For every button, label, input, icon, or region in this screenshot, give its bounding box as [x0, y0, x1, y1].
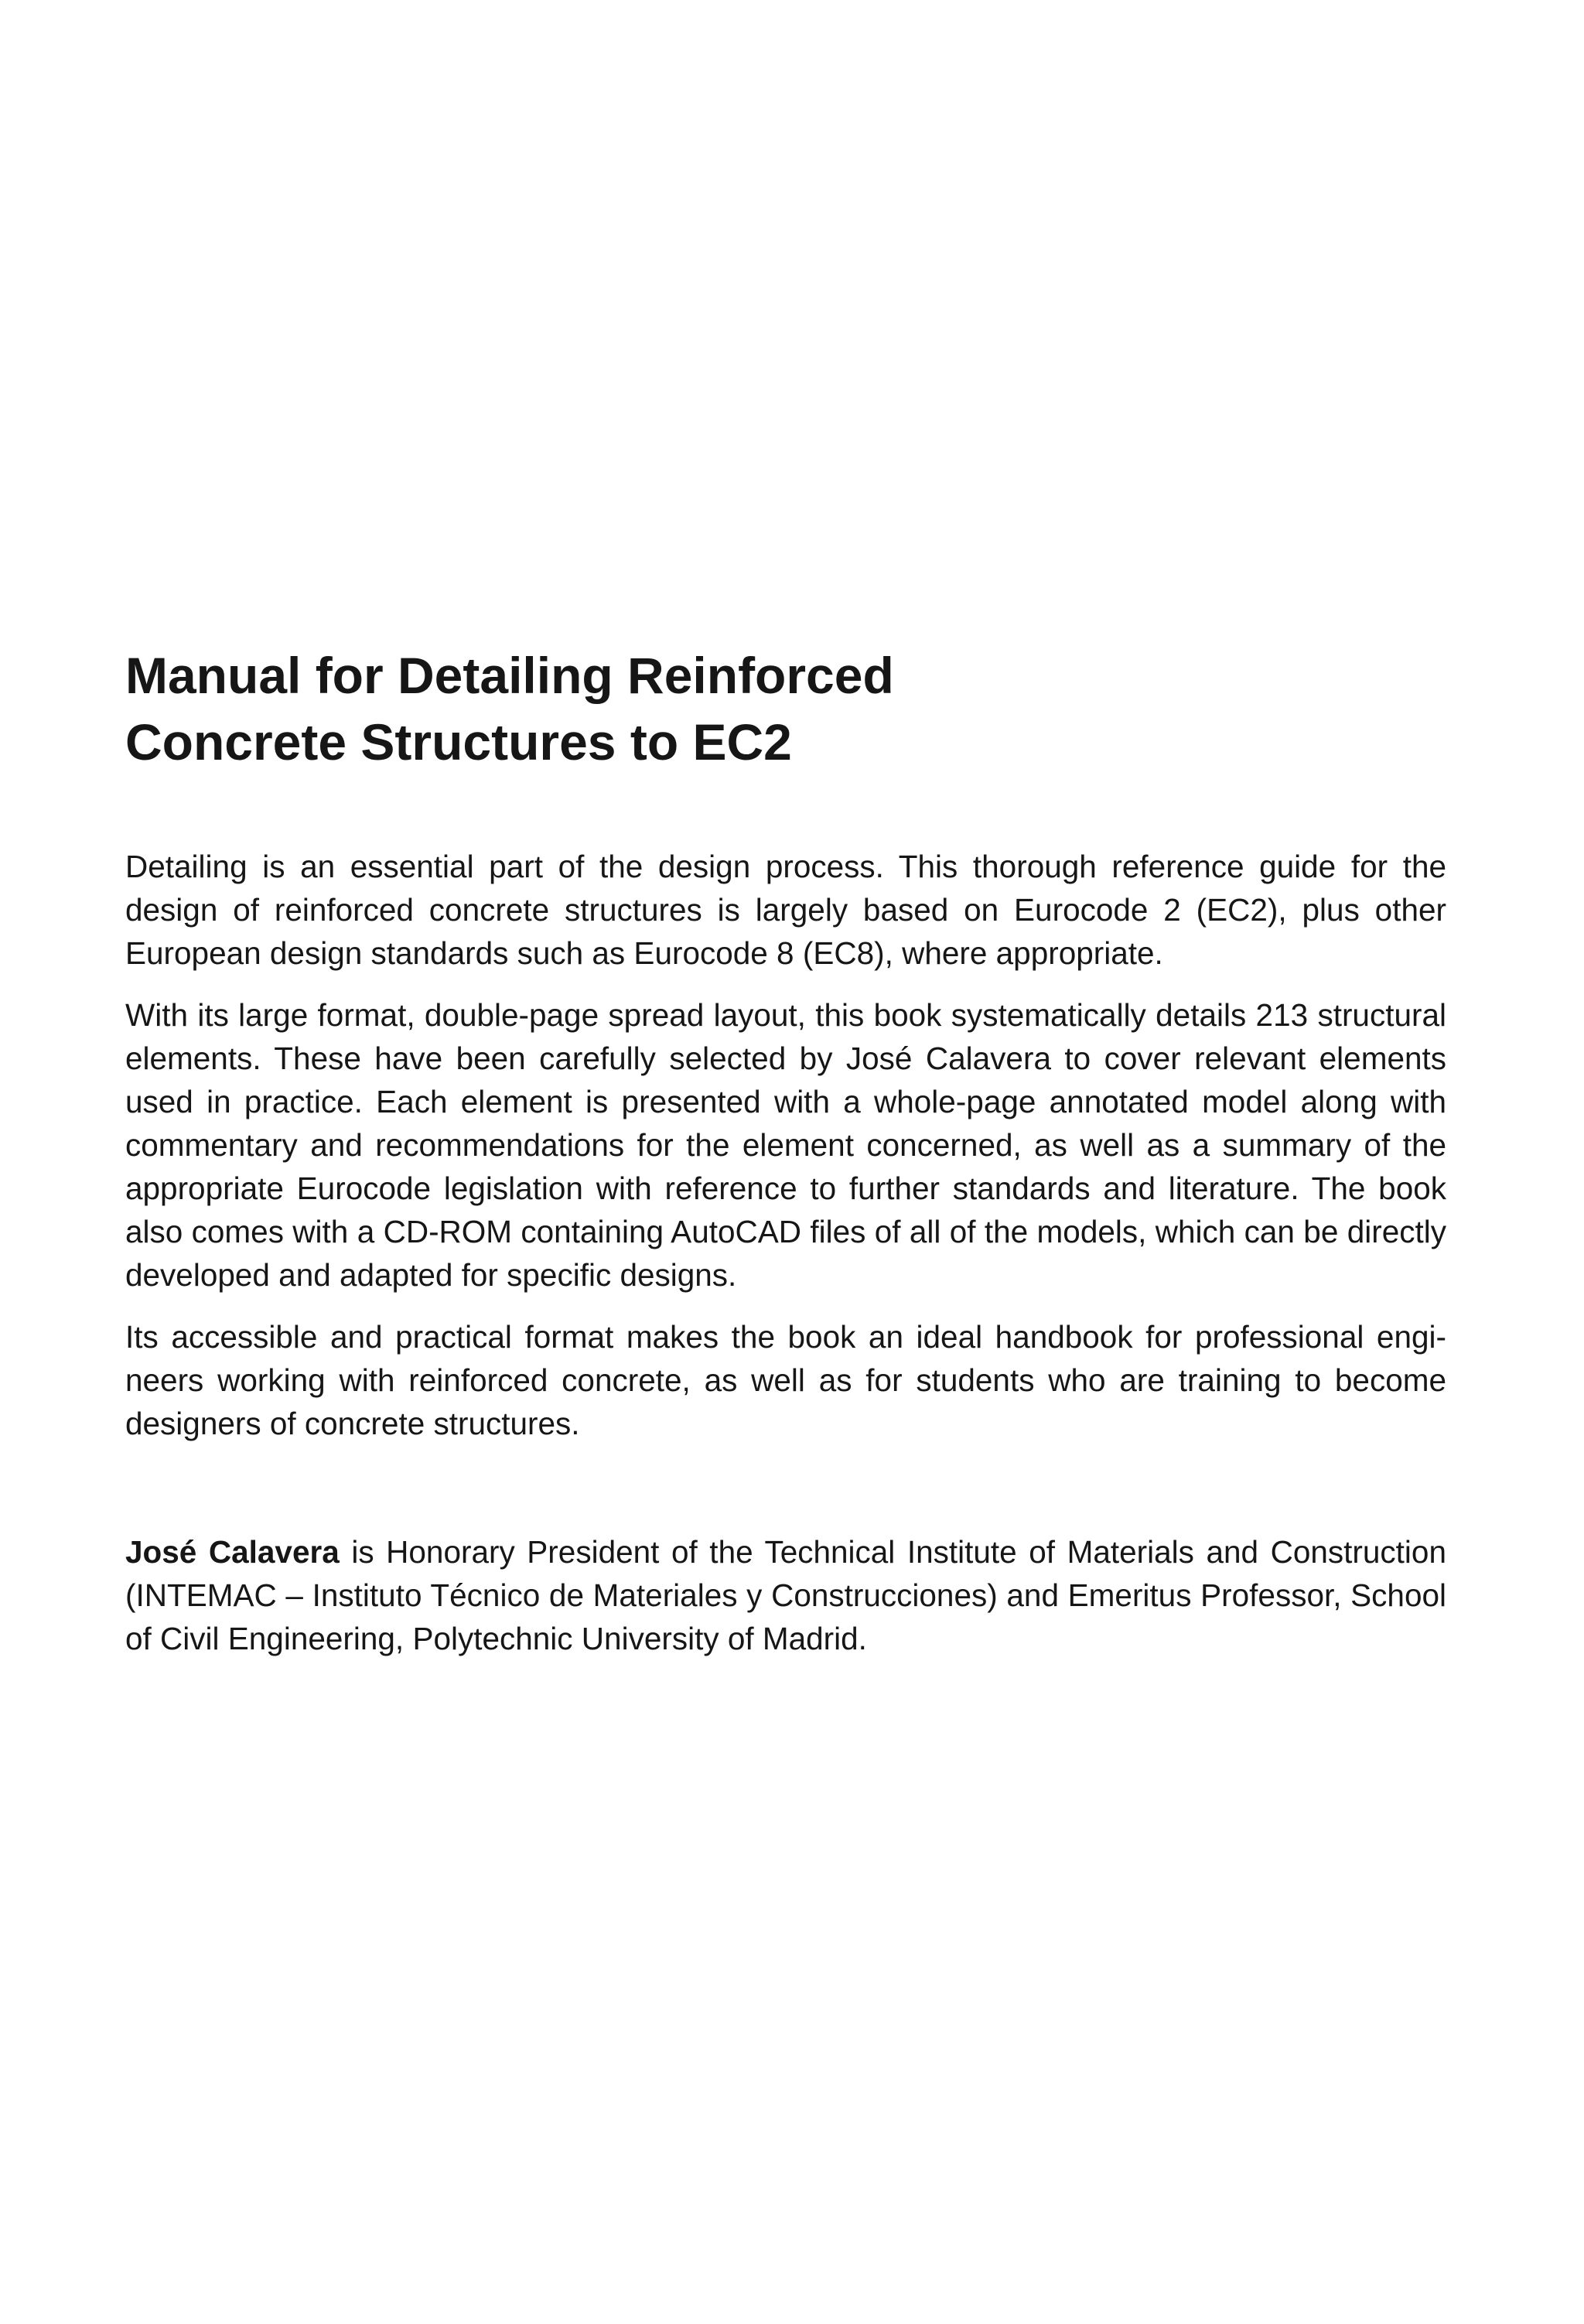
author-bio	[125, 1530, 1446, 1660]
author-bio-text: is Honorary President of the Technical Institute of Materials and Construction (INTEMAC – Instituto Técnico de Materiales y Construcciones) and Emeritus Professor, School of Civil Engineering, Polytechnic University of Madrid.	[125, 1534, 1446, 1656]
book-title-line-2: Concrete Structures to EC2	[125, 713, 792, 771]
page-content	[125, 642, 1446, 1692]
book-description	[125, 845, 1446, 1445]
book-title-line-1: Manual for Detailing Reinforced	[125, 647, 894, 704]
description-paragraph-3: Its accessible and practical format makes the book an ideal handbook for professional engineers working with reinforced concrete, as well as for students who are training to become designers of concrete structures.	[125, 1319, 1446, 1441]
book-title	[125, 642, 1446, 775]
author-name: José Calavera	[125, 1534, 340, 1570]
description-paragraph-2: With its large format, double-page spread layout, this book systematically details 213 structural elements. These have been carefully selected by José Calavera to cover relevant elements used in practice. Each element is presented with a whole-page annotated model along with commentary and recommendations for the element concerned, as well as a summary of the appropriate Eurocode legislation with reference to further standards and literature. The book also comes with a CD-ROM containing AutoCAD files of all of the models, which can be directly developed and adapted for specific designs.	[125, 997, 1446, 1293]
description-paragraph-1: Detailing is an essential part of the design process. This thorough reference guide for the design of reinforced concrete structures is largely based on Eurocode 2 (EC2), plus other European design standards such as Eurocode 8 (EC8), where appropriate.	[125, 849, 1446, 971]
